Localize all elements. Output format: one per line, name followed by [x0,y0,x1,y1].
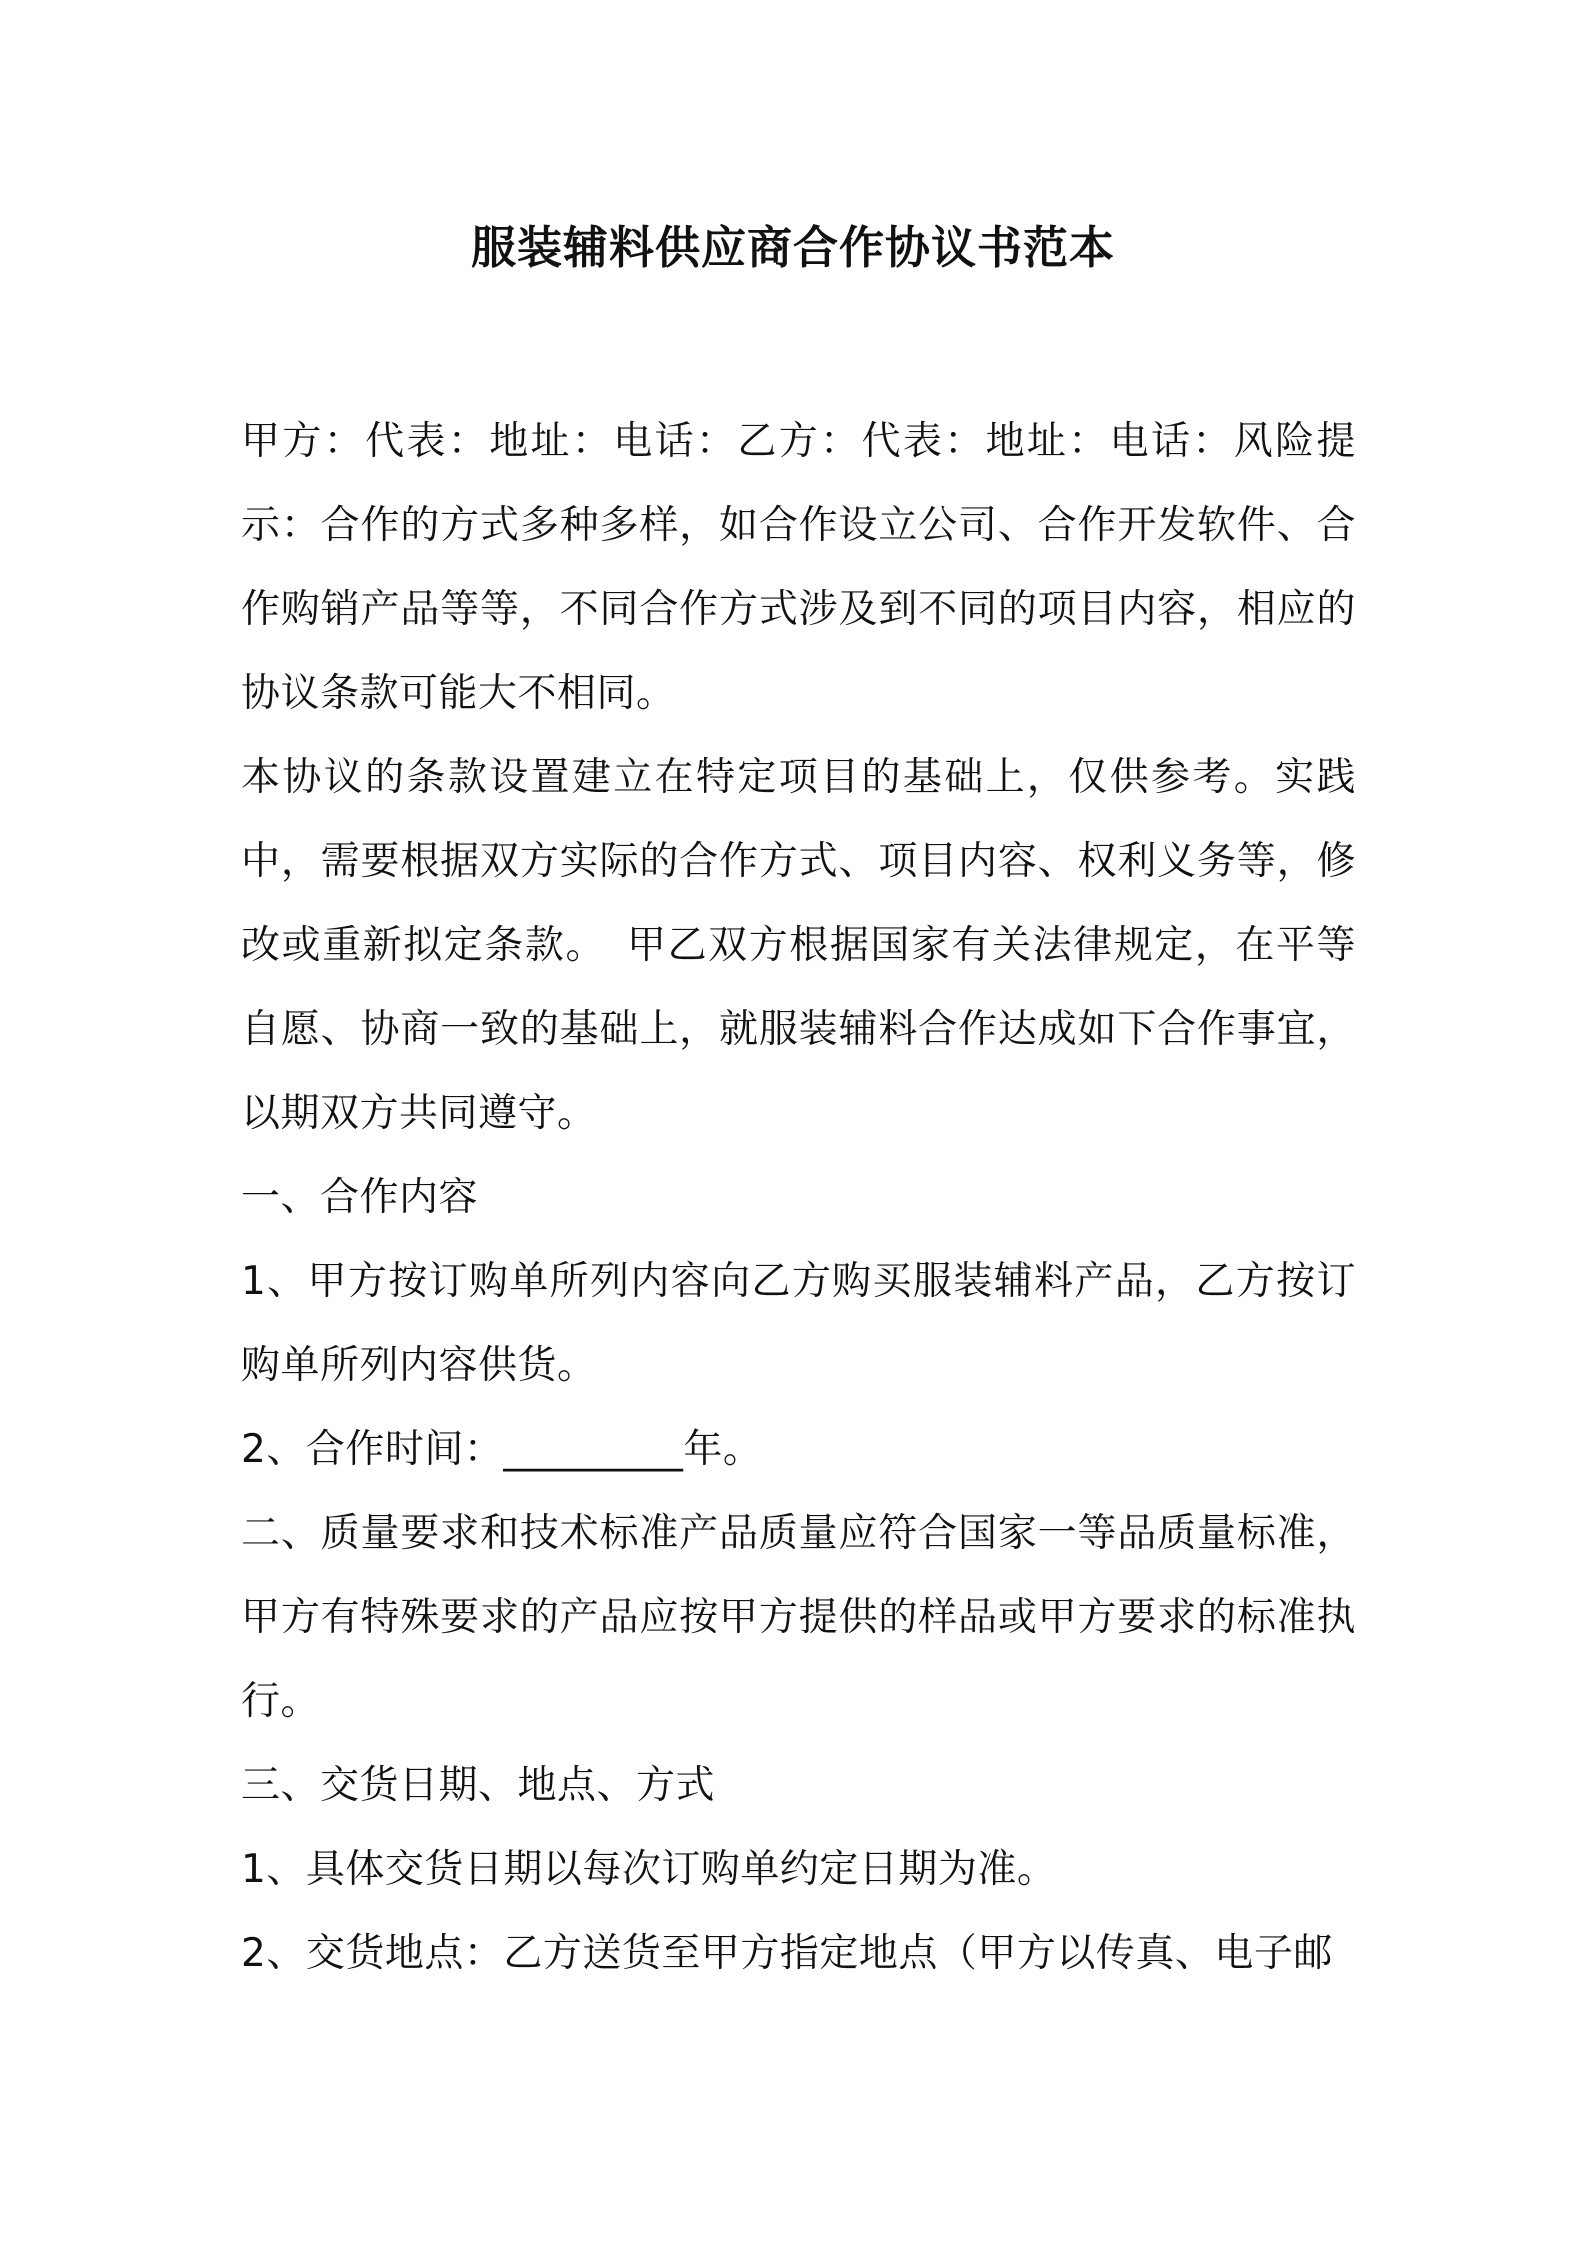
section-heading-cooperation-content: 一、合作内容 [241,1175,479,1220]
clause-3-1-delivery-date: 1、具体交货日期以每次订购单约定日期为准。 [241,1847,1057,1892]
clause-3-2-delivery-location: 2、交货地点：乙方送货至甲方指定地点（甲方以传真、电子邮 [241,1931,1333,1976]
clause-1-2-cooperation-period: 2、合作时间：_________年。 [241,1427,763,1472]
paragraph-parties-and-risk-notice: 甲方：代表：地址：电话：乙方：代表：地址：电话：风险提示：合作的方式多种多样，如合作设立公司、合作开发软件、合作购销产品等等，不同合作方式涉及到不同的项目内容，相应的协议条款可能大不相同。 [241,419,1356,716]
document-title: 服装辅料供应商合作协议书范本 [470,221,1115,274]
paragraph-preamble: 本协议的条款设置建立在特定项目的基础上，仅供参考。实践中，需要根据双方实际的合作方式、项目内容、权利义务等，修改或重新拟定条款。 甲乙双方根据国家有关法律规定，在平等自愿、协商一致的基础上，就服装辅料合作达成如下合作事宜，以期双方共同遵守。 [241,755,1356,1136]
section-heading-delivery: 三、交货日期、地点、方式 [241,1763,716,1808]
section-quality-requirements: 二、质量要求和技术标准产品质量应符合国家一等品质量标准，甲方有特殊要求的产品应按甲方提供的样品或甲方要求的标准执行。 [241,1511,1356,1724]
clause-1-1-purchase-order: 1、甲方按订购单所列内容向乙方购买服装辅料产品，乙方按订购单所列内容供货。 [241,1259,1356,1388]
document-body [241,400,1356,1996]
